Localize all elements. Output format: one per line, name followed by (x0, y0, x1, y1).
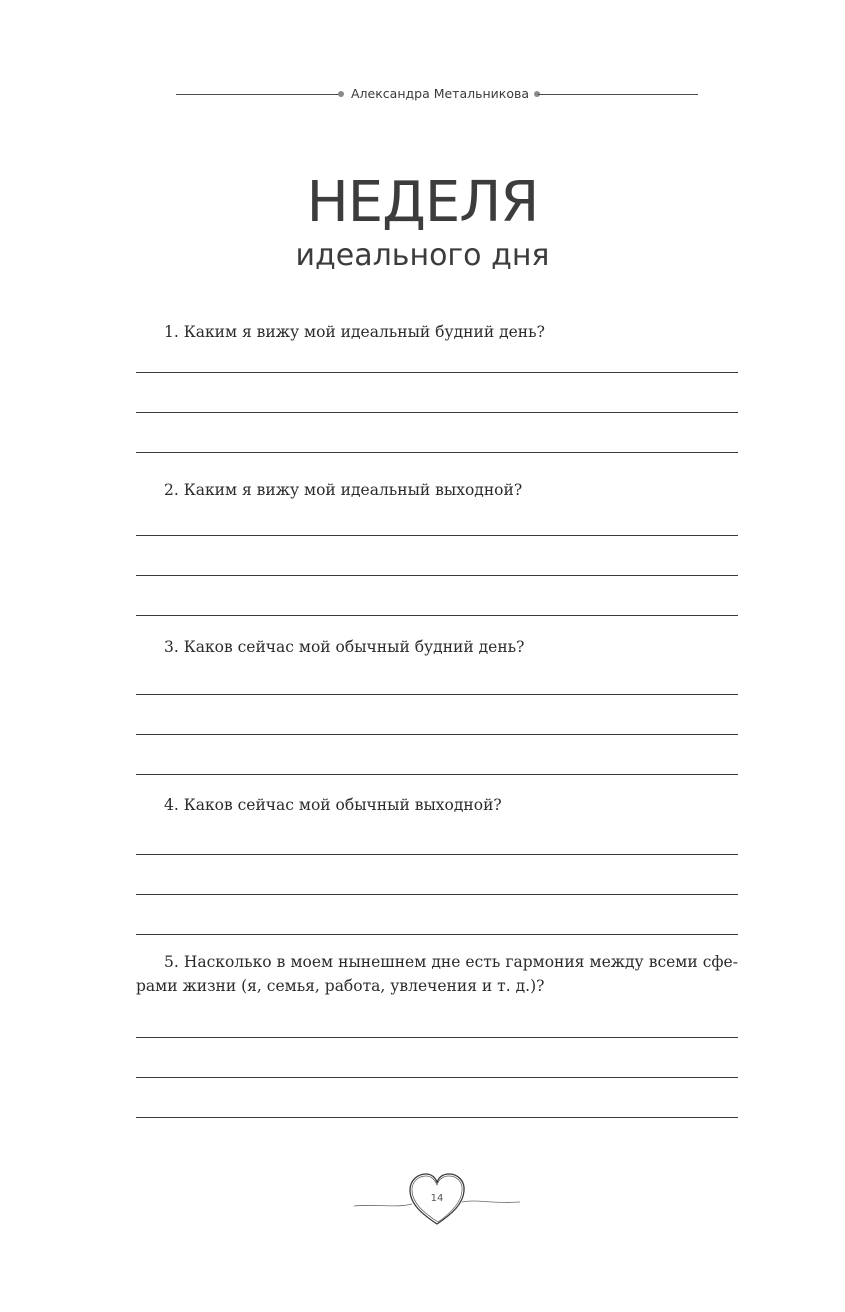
answer-line[interactable] (136, 535, 738, 536)
question-3 (136, 635, 738, 659)
answer-line[interactable] (136, 934, 738, 935)
answer-line[interactable] (136, 734, 738, 735)
answer-line[interactable] (136, 1037, 738, 1038)
question-text: 5. Насколько в моем нынешнем дне есть гармония между всеми сферами жизни (я, семья, работа, увлечения и т. д.)? (136, 953, 738, 995)
question-4 (136, 793, 738, 817)
author-name: Александра Метальникова (351, 86, 529, 101)
answer-line[interactable] (136, 372, 738, 373)
answer-line[interactable] (136, 854, 738, 855)
answer-line[interactable] (136, 694, 738, 695)
header-dot-left (338, 91, 344, 97)
answer-line[interactable] (136, 412, 738, 413)
page-subtitle: идеального дня (295, 238, 550, 273)
question-text: 4. Каков сейчас мой обычный выходной? (164, 796, 502, 814)
question-text: 1. Каким я вижу мой идеальный будний день? (164, 323, 545, 341)
answer-line[interactable] (136, 452, 738, 453)
header-rule-right (538, 94, 698, 95)
question-1 (136, 320, 738, 344)
question-5 (136, 950, 738, 998)
header-rule-left (176, 94, 340, 95)
answer-line[interactable] (136, 894, 738, 895)
answer-line[interactable] (136, 615, 738, 616)
running-header (176, 84, 698, 104)
question-2 (136, 478, 738, 502)
question-text: 3. Каков сейчас мой обычный будний день? (164, 638, 525, 656)
page-number: 14 (430, 1193, 444, 1204)
answer-line[interactable] (136, 774, 738, 775)
answer-line[interactable] (136, 575, 738, 576)
question-text: 2. Каким я вижу мой идеальный выходной? (164, 481, 523, 499)
answer-line[interactable] (136, 1077, 738, 1078)
page-title: НЕДЕЛЯ (306, 170, 539, 235)
page-footer (352, 1166, 522, 1234)
answer-line[interactable] (136, 1117, 738, 1118)
